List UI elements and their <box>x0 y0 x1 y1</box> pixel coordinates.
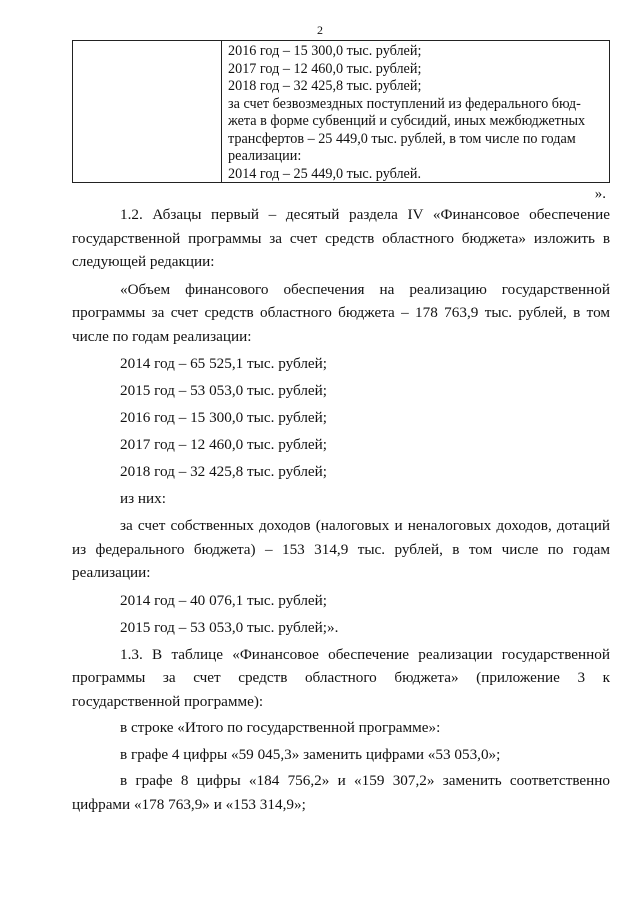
paragraph-itogo-row: в строке «Итого по государственной программе»: <box>120 719 441 736</box>
continuation-table <box>72 40 610 183</box>
own-2015-line: 2015 год – 53 053,0 тыс. рублей;». <box>120 618 339 636</box>
table-line: жета в форме субвенций и субсидий, иных межбюджетных <box>228 113 586 129</box>
year-2014-line: 2014 год – 65 525,1 тыс. рублей; <box>120 355 328 372</box>
iz-nih-line: из них: <box>120 490 166 507</box>
closing-quote: ». <box>594 186 606 202</box>
year-2018-line: 2018 год – 32 425,8 тыс. рублей; <box>120 463 328 480</box>
table-line: 2016 год – 15 300,0 тыс. рублей; <box>228 43 422 59</box>
table-line: реализации: <box>228 148 302 164</box>
table-line: 2018 год – 32 425,8 тыс. рублей; <box>228 78 422 94</box>
year-2015-line: 2015 год – 53 053,0 тыс. рублей; <box>120 382 328 399</box>
table-line: за счет безвозмездных поступлений из федерального бюд- <box>228 95 581 112</box>
page-number: 2 <box>317 23 323 37</box>
document-body <box>72 203 610 816</box>
table-line: 2014 год – 25 449,0 тыс. рублей. <box>228 165 421 182</box>
table-line: трансфертов – 25 449,0 тыс. рублей, в том числе по годам <box>228 130 576 147</box>
paragraph-column-8: в графе 8 цифры «184 756,2» и «159 307,2» заменить соответственно цифрами «178 763,9» и «153 314,9»; <box>72 772 610 813</box>
paragraph-1-2: 1.2. Абзацы первый – десятый раздела IV «Финансовое обеспечение государственной программы за счет средств областного бюджета» изложить в следующей редакции: <box>72 206 610 270</box>
year-2016-line: 2016 год – 15 300,0 тыс. рублей; <box>120 409 328 426</box>
table-left-cell <box>73 41 222 182</box>
paragraph-own-income: за счет собственных доходов (налоговых и неналоговых доходов, дотаций из федерального бюджета) – 153 314,9 тыс. рублей, в том числе по годам реализации: <box>72 517 610 581</box>
year-2017-line: 2017 год – 12 460,0 тыс. рублей; <box>120 436 328 453</box>
paragraph-1-3: 1.3. В таблице «Финансовое обеспечение реализации государственной программы за счет средств областного бюджета» (приложение 3 к государственной программе): <box>72 645 610 710</box>
own-2014-line: 2014 год – 40 076,1 тыс. рублей; <box>120 591 328 609</box>
paragraph-volume: «Объем финансового обеспечения на реализацию государственной программы за счет средств областного бюджета – 178 763,9 тыс. рублей, в том числе по годам реализации: <box>72 280 610 345</box>
paragraph-column-4: в графе 4 цифры «59 045,3» заменить цифрами «53 053,0»; <box>120 745 501 763</box>
table-line: 2017 год – 12 460,0 тыс. рублей; <box>228 60 422 77</box>
table-right-cell <box>223 41 609 182</box>
